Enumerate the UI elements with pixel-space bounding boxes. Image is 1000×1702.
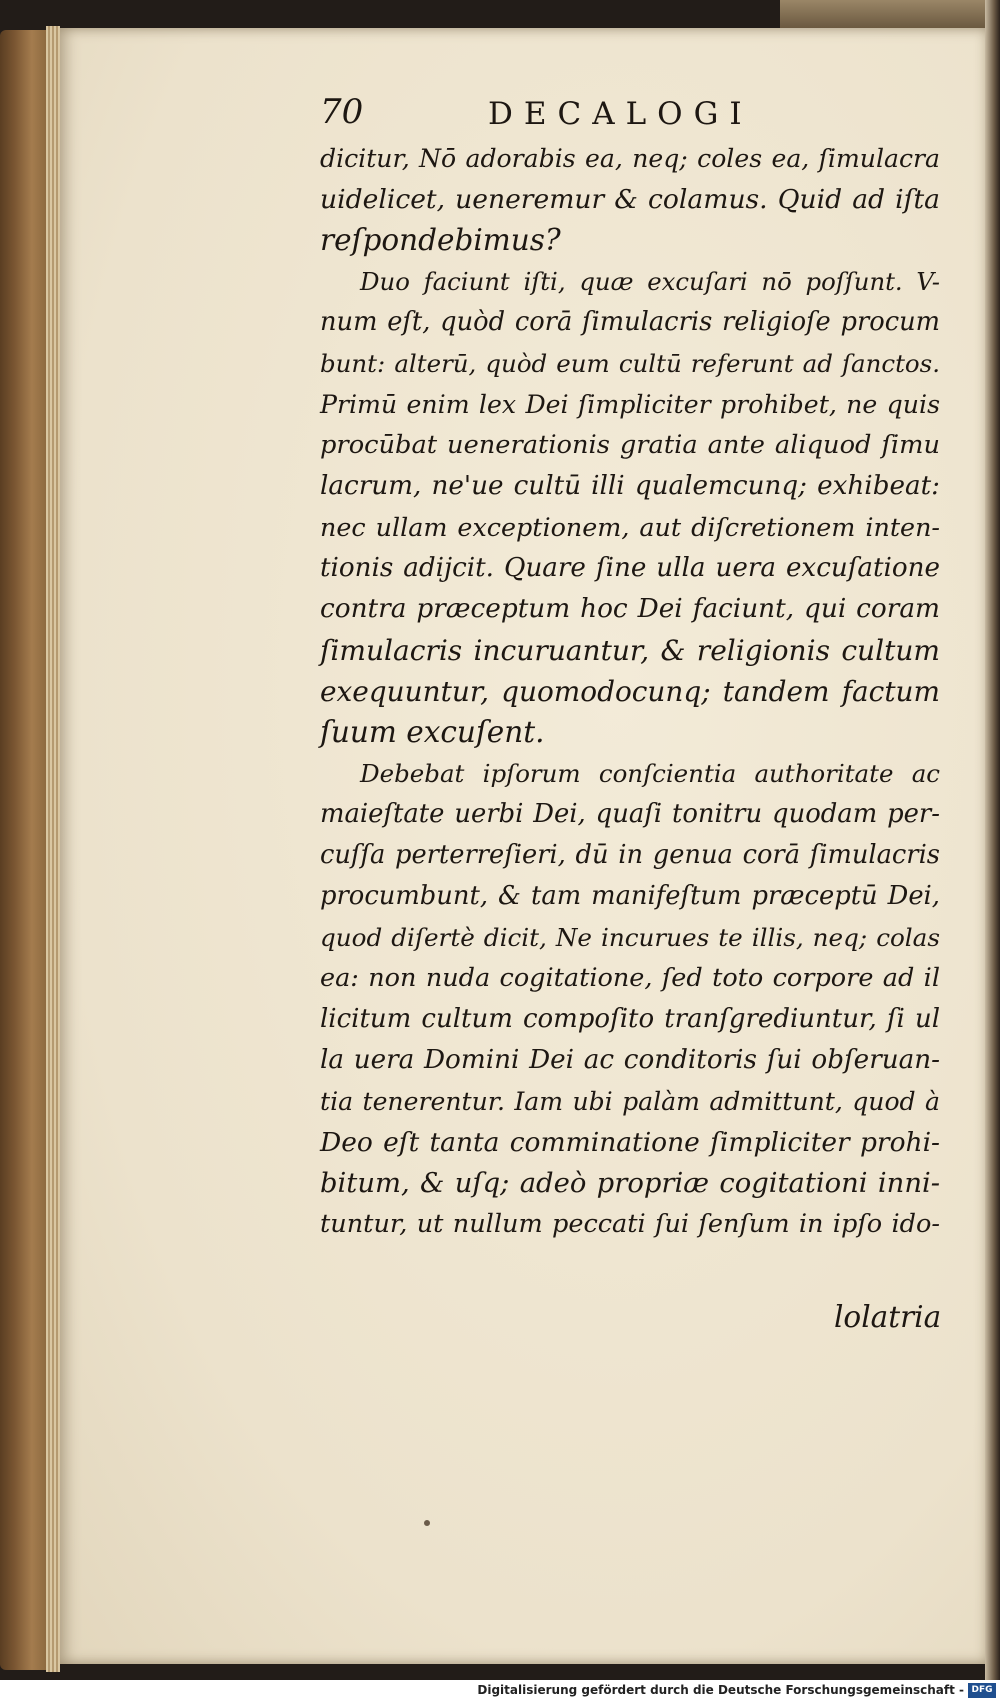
funding-credit: Digitalisierung gefördert durch die Deutsche Forschungsgemeinschaft - [477,1683,964,1697]
text-line: tuntur, ut nullum peccati ſui ſenſum in ipſo ido- [320,1209,940,1239]
text-line: procūbat uenerationis gratia ante aliquod ſimu [320,430,940,460]
text-line: ea: non nuda cogitatione, ſed toto corpore ad il [320,963,940,993]
text-line: Debebat ipſorum conſcientia authoritate ac [360,759,940,788]
page-stack-edge [46,26,60,1672]
text-line: cuſſa perterreſieri, dū in genua corā ſimulacris [320,840,940,870]
running-head [320,92,940,138]
text-line: procumbunt, & tam manifeſtum præceptū Dei, [320,881,940,911]
page-fore-edge [985,0,1000,1680]
page-text-block [320,92,940,1245]
text-line: uidelicet, ueneremur & colamus. Quid ad iſta [320,184,940,215]
text-line: dicitur, Nō adorabis ea, neq; coles ea, ſimulacra [320,144,940,173]
text-line: nec ullam exceptionem, aut diſcretionem inten- [320,512,940,542]
text-line: Duo faciunt iſti, quæ excuſari nō poſſunt. V- [360,267,940,296]
adjacent-page-fragment [780,0,1000,28]
text-line: licitum cultum compoſito tranſgrediuntur, ſi ul [320,1004,940,1034]
footer-bar [0,1680,1000,1702]
text-line: bunt: alterū, quòd eum cultū referunt ad ſanctos. [320,349,940,378]
text-line: tionis adijcit. Quare ſine ulla uera excuſatione [320,553,940,583]
text-line: lacrum, ne'ue cultū illi qualemcunq; exhibeat: [320,471,940,501]
dfg-logo: DFG [968,1683,996,1698]
running-head-title: DECALOGI [488,96,753,132]
text-line: exequuntur, quomodocunq; tandem factum [320,675,940,708]
text-line: num eſt, quòd corā ſimulacris religioſe procum [320,307,940,337]
text-line: Primū enim lex Dei ſimpliciter prohibet, ne quis [320,390,940,419]
text-line: quod diſertè dicit, Ne incurues te illis, neq; colas [320,923,940,952]
text-line: tia tenerentur. Iam ubi palàm admittunt, quod à [320,1087,940,1116]
text-line: reſpondebimus? [320,223,561,257]
text-line: bitum, & uſq; adeò propriæ cogitationi inni- [320,1168,940,1199]
page-number: 70 [320,92,364,132]
ink-speck [424,1520,430,1526]
text-line: la uera Domini Dei ac conditoris ſui obſeruan- [320,1045,940,1075]
text-line: ſuum excuſent. [320,715,545,749]
catchword: lolatria [834,1300,942,1334]
text-line: contra præceptum hoc Dei faciunt, qui coram [320,594,940,624]
text-line: ſimulacris incuruantur, & religionis cultum [320,634,940,667]
text-line: maieſtate uerbi Dei, quaſi tonitru quodam per- [320,799,940,829]
text-line: Deo eſt tanta comminatione ſimpliciter prohi- [320,1127,940,1158]
